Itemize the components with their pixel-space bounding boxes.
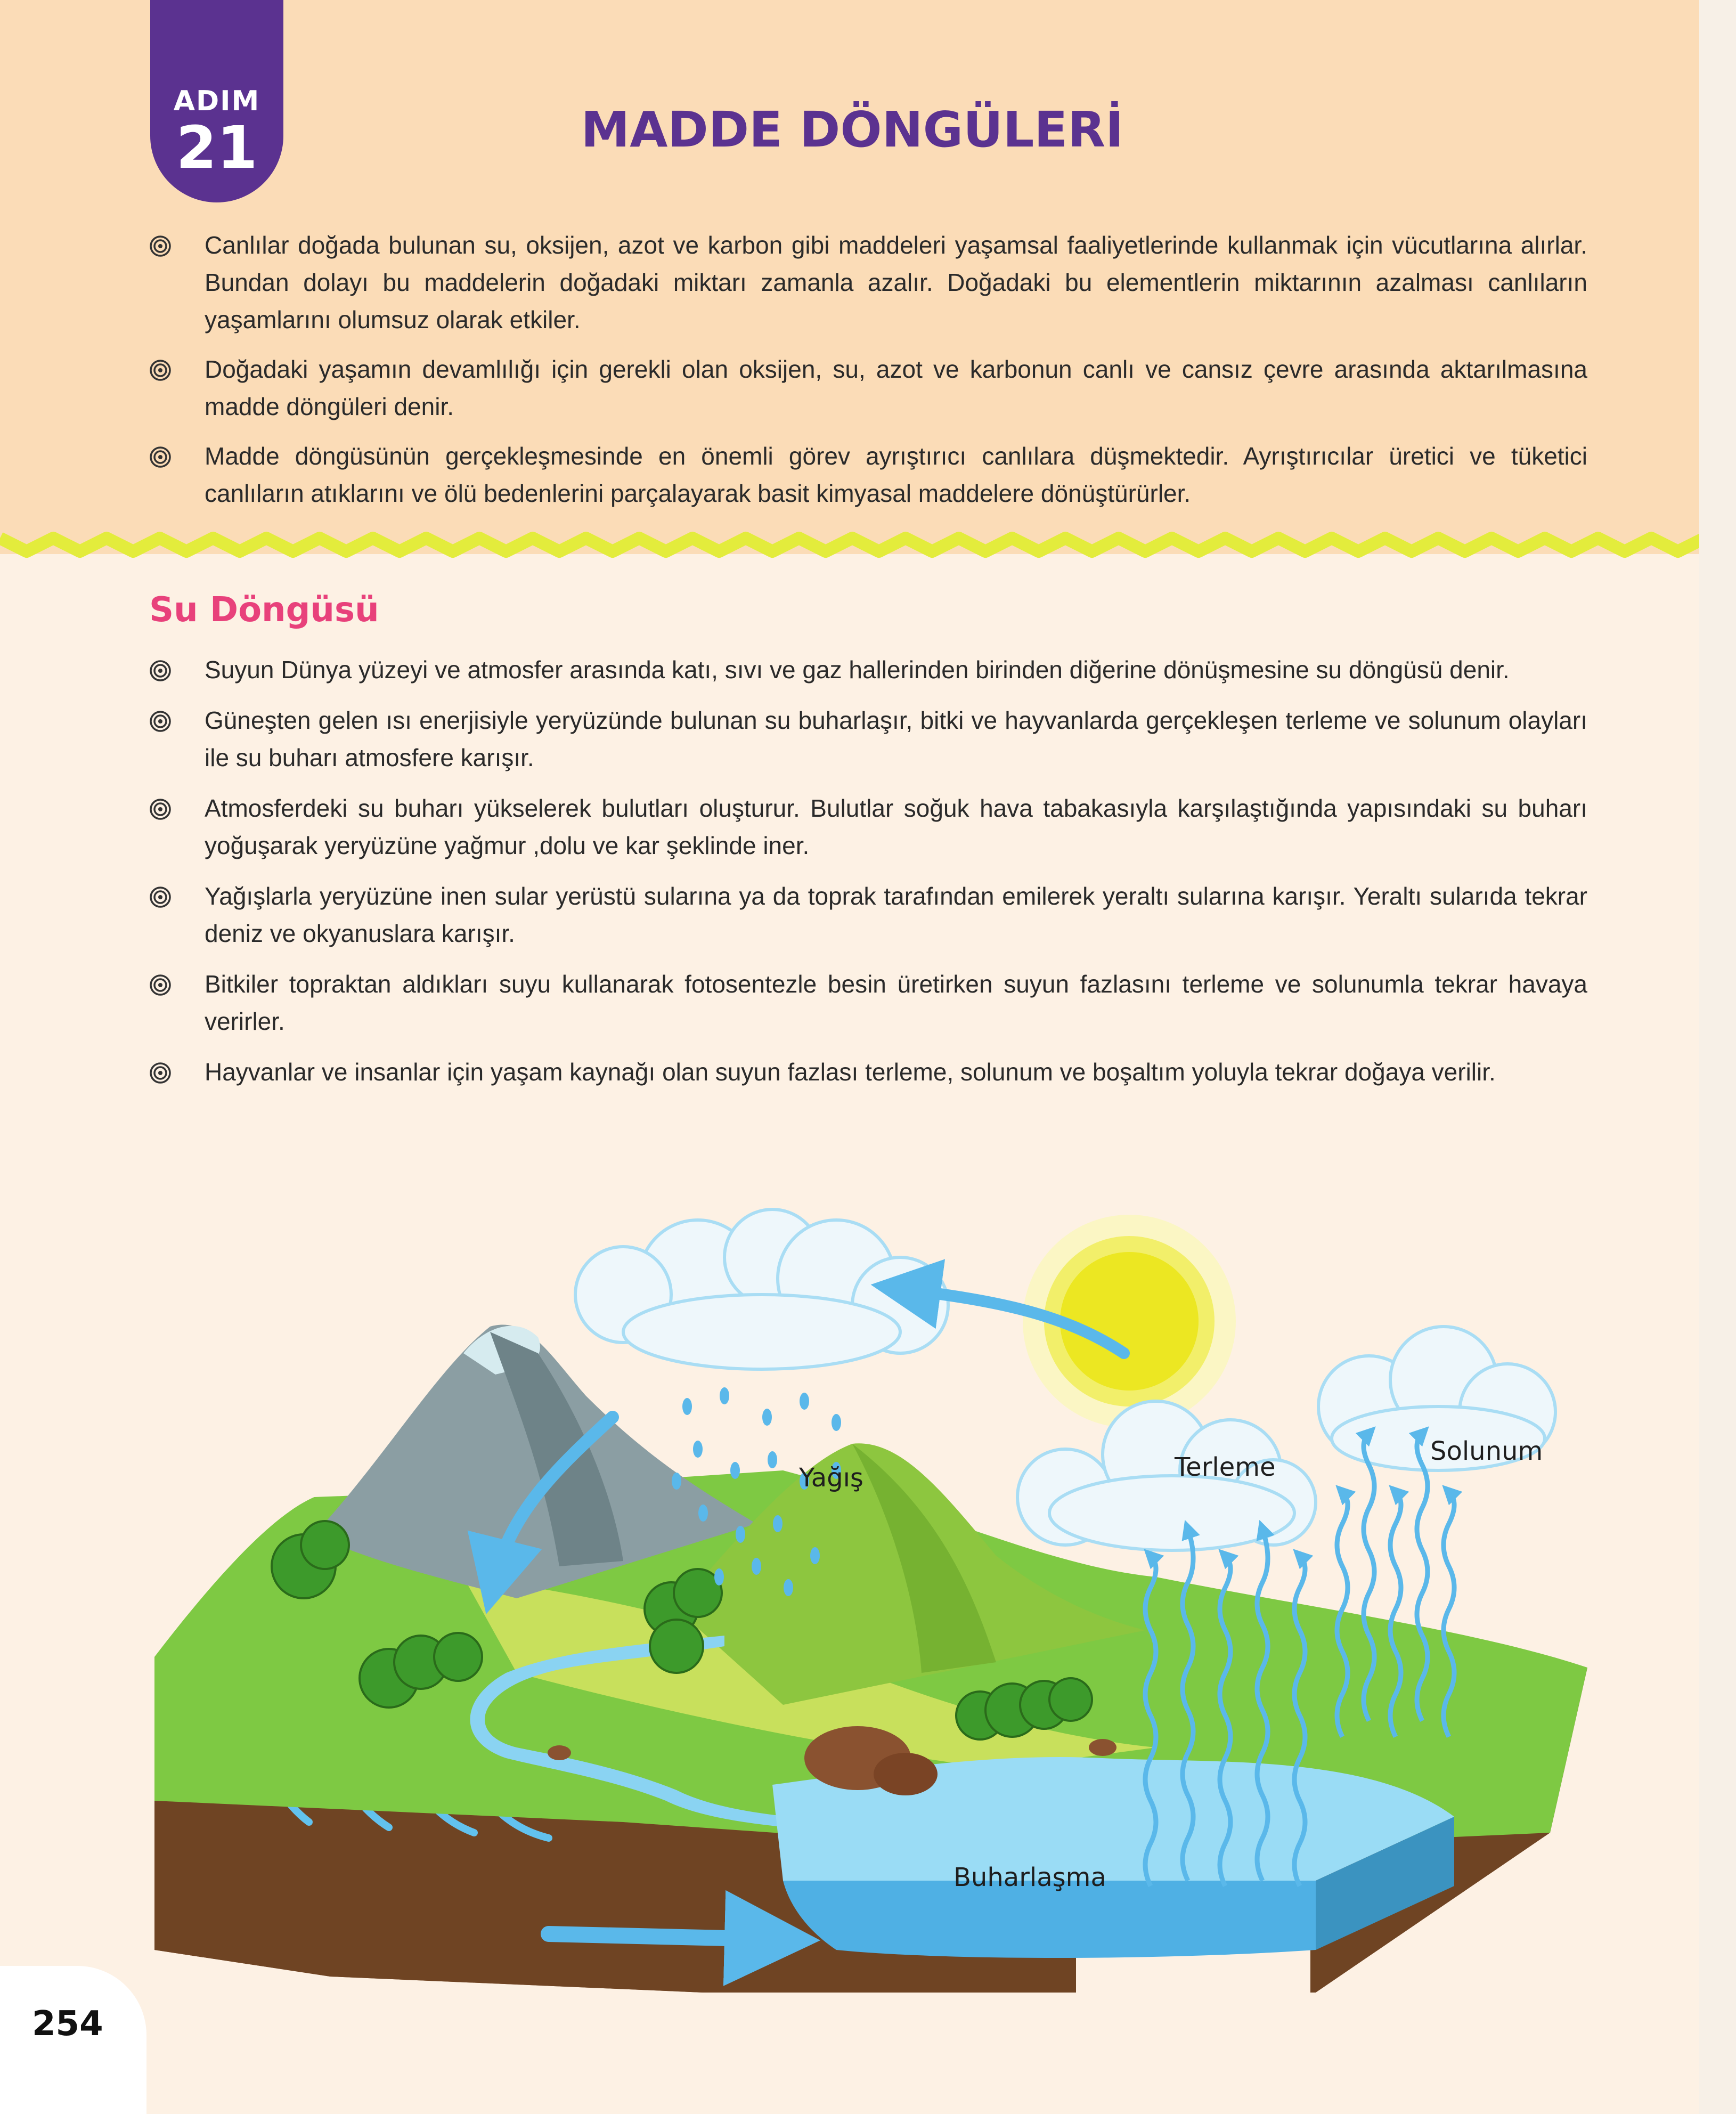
water-cycle-item (149, 1053, 1587, 1091)
water-cycle-item (149, 651, 1587, 688)
water-cycle-item-text: Yağışlarla yeryüzüne inen sular yerüstü sularına ya da toprak tarafından emilerek yeraltı sularına karışır. Yeraltı sularıda tekrar deniz ve okyanuslara karışır. (205, 882, 1587, 947)
spiral-bullet-icon (149, 886, 172, 908)
spiral-bullet-icon (149, 660, 172, 682)
water-cycle-item-text: Güneşten gelen ısı enerjisiyle yeryüzünde bulunan su buharlaşır, bitki ve hayvanlarda gerçekleşen terleme ve solunum olayları ile su buharı atmosfere karışır. (205, 706, 1587, 771)
zigzag-divider (0, 527, 1699, 559)
spiral-bullet-icon (149, 1062, 172, 1084)
spiral-bullet-icon (149, 710, 172, 733)
intro-item-text: Madde döngüsünün gerçekleşmesinde en önemli görev ayrıştırıcı canlılara düşmektedir. Ayrıştırıcılar üretici ve tüketici canlıların atıklarını ve ölü bedenlerini parçalayarak basit kimyasal maddelere dönüştürürler. (205, 442, 1587, 507)
water-cycle-item (149, 877, 1587, 952)
water-cycle-diagram (144, 1193, 1614, 1993)
intro-list (149, 226, 1587, 524)
spiral-bullet-icon (149, 359, 172, 381)
intro-item (149, 351, 1587, 425)
step-label: ADIM (173, 85, 260, 117)
water-cycle-item-text: Bitkiler topraktan aldıkları suyu kullanarak fotosentezle besin üretirken suyun fazlasını terleme ve solunumla tekrar havaya verirler. (205, 970, 1587, 1035)
intro-item (149, 437, 1587, 512)
water-cycle-list (149, 651, 1587, 1104)
spiral-bullet-icon (149, 235, 172, 257)
water-cycle-item (149, 702, 1587, 776)
spiral-bullet-icon (149, 446, 172, 468)
water-cycle-item (149, 965, 1587, 1040)
respiration-label: Solunum (1430, 1436, 1543, 1466)
precipitation-label: Yağış (799, 1463, 863, 1493)
water-cycle-item-text: Hayvanlar ve insanlar için yaşam kaynağı olan suyun fazlası terleme, solunum ve boşaltım yoluyla tekrar doğaya verilir. (205, 1058, 1496, 1086)
cloud-left (575, 1209, 948, 1369)
water-cycle-item-text: Suyun Dünya yüzeyi ve atmosfer arasında katı, sıvı ve gaz hallerinden birinden diğerine dönüşmesine su döngüsü denir. (205, 656, 1510, 684)
intro-item-text: Doğadaki yaşamın devamlılığı için gerekli olan oksijen, su, azot ve karbonun canlı ve cansız çevre arasında aktarılmasına madde döngüleri denir. (205, 355, 1587, 420)
intro-item-text: Canlılar doğada bulunan su, oksijen, azot ve karbon gibi maddeleri yaşamsal faaliyetlerinde kullanmak için vücutlarına alırlar. Bundan dolayı bu maddelerin doğadaki miktarı zamanla azalır. Doğadaki bu elementlerin miktarının azalması canlıların yaşamlarını olumsuz olarak etkiler. (205, 231, 1587, 334)
page-number: 254 (32, 2004, 103, 2044)
transpiration-label: Terleme (1175, 1452, 1276, 1482)
evaporation-label: Buharlaşma (953, 1863, 1106, 1892)
page-margin-strip (1699, 0, 1736, 2114)
intro-item (149, 226, 1587, 338)
step-number: 21 (176, 113, 258, 182)
water-cycle-item-text: Atmosferdeki su buharı yükselerek bulutları oluşturur. Bulutlar soğuk hava tabakasıyla karşılaştığında yapısındaki su buharı yoğuşarak yeryüzüne yağmur ,dolu ve kar şeklinde iner. (205, 794, 1587, 859)
water-cycle-item (149, 790, 1587, 864)
page-title: MADDE DÖNGÜLERİ (581, 101, 1124, 158)
spiral-bullet-icon (149, 798, 172, 820)
spiral-bullet-icon (149, 974, 172, 996)
step-badge (150, 0, 283, 202)
section-title: Su Döngüsü (149, 590, 379, 630)
groundwater-flow-arrow (549, 1934, 772, 1939)
